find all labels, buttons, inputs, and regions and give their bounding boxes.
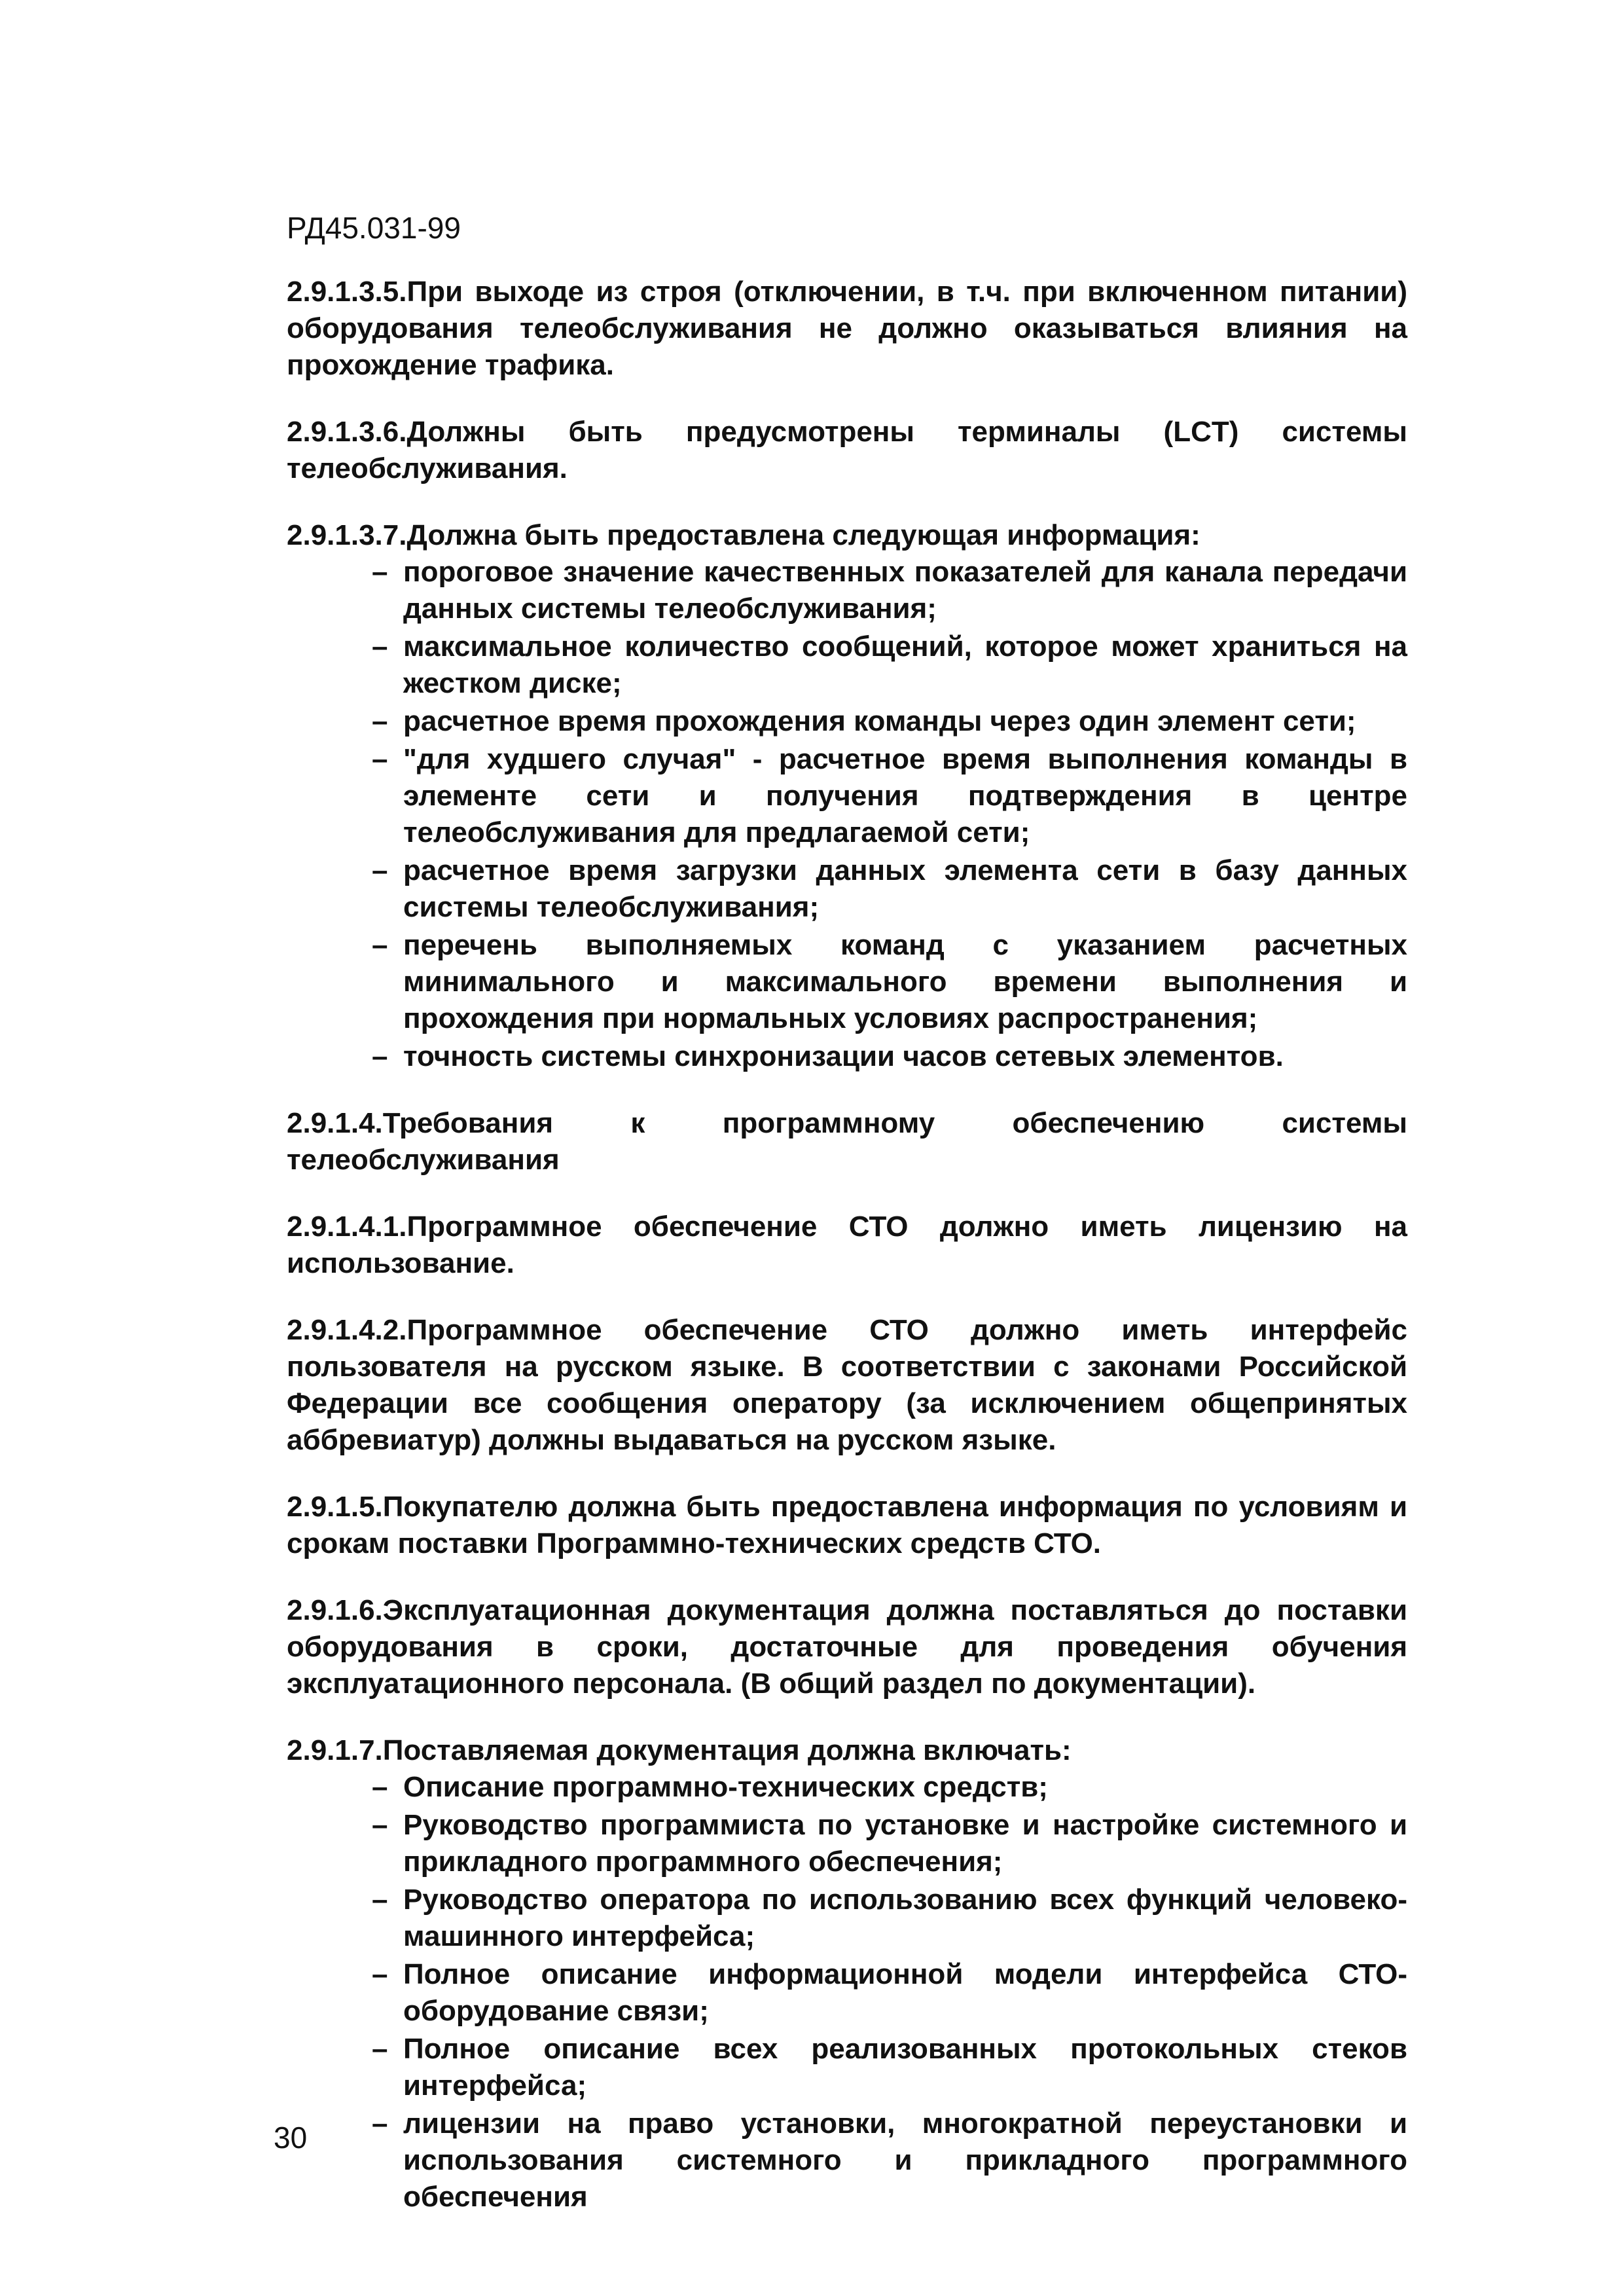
list-item-text: лицензии на право установки, многократной переустановки и использования системного и прикладного программного обеспечения (403, 2107, 1407, 2213)
dash-marker: – (372, 2107, 388, 2140)
dash-marker: – (372, 705, 388, 737)
list-item-text: Описание программно-технических средств; (403, 1771, 1048, 1803)
list-item (287, 741, 1407, 851)
dash-marker: – (372, 854, 388, 886)
paragraph-2-9-1-3-7: 2.9.1.3.7.Должна быть предоставлена следующая информация: (287, 519, 1200, 551)
list-item-text: Полное описание всех реализованных протокольных стеков интерфейса; (403, 2033, 1407, 2102)
paragraph-2-9-1-7: 2.9.1.7.Поставляемая документация должна включать: (287, 1734, 1072, 1766)
section-heading-2-9-1-4: 2.9.1.4.Требования к программному обеспечению системы телеобслуживания (287, 1107, 1407, 1176)
list-item-text: Руководство оператора по использованию всех функций человеко-машинного интерфейса; (403, 1884, 1407, 1952)
list-item (287, 2105, 1407, 2215)
list-item (287, 1882, 1407, 1955)
document-code: РД45.031-99 (287, 211, 461, 245)
paragraph-2-9-1-4-1: 2.9.1.4.1.Программное обеспечение СТО должно иметь лицензию на использование. (287, 1211, 1407, 1279)
documentation-list (287, 1769, 1407, 2215)
list-item (287, 1769, 1407, 1806)
paragraph-2-9-1-6: 2.9.1.6.Эксплуатационная документация должна поставляться до поставки оборудования в сроки, достаточные для проведения обучения эксплуатационного персонала. (В общий раздел по документации). (287, 1594, 1407, 1700)
list-item (287, 1038, 1407, 1075)
dash-marker: – (372, 1809, 388, 1841)
list-item (287, 1956, 1407, 2030)
page-number: 30 (274, 2121, 308, 2155)
paragraph-2-9-1-5: 2.9.1.5.Покупателю должна быть предоставлена информация по условиям и срокам поставки Программно-технических средств СТО. (287, 1491, 1407, 1559)
list-item (287, 2031, 1407, 2104)
list-item-text: Руководство программиста по установке и настройке системного и прикладного программного обеспечения; (403, 1809, 1407, 1878)
dash-marker: – (372, 2033, 388, 2065)
dash-marker: – (372, 1884, 388, 1916)
dash-marker: – (372, 1958, 388, 1990)
list-item-text: расчетное время загрузки данных элемента сети в базу данных системы телеобслуживания; (403, 854, 1407, 923)
dash-marker: – (372, 1771, 388, 1803)
list-item-text: максимальное количество сообщений, которое может храниться на жестком диске; (403, 630, 1407, 699)
list-item (287, 629, 1407, 702)
dash-marker: – (372, 929, 388, 961)
dash-marker: – (372, 1040, 388, 1072)
list-item-text: расчетное время прохождения команды через один элемент сети; (403, 705, 1356, 737)
list-item (287, 554, 1407, 627)
paragraph-2-9-1-3-5: 2.9.1.3.5.При выходе из строя (отключении, в т.ч. при включенном питании) оборудования телеобслуживания не должно оказываться влияния на прохождение трафика. (287, 276, 1407, 381)
dash-marker: – (372, 743, 388, 775)
dash-marker: – (372, 556, 388, 588)
list-item-text: "для худшего случая" - расчетное время выполнения команды в элементе сети и получения подтверждения в центре телеобслуживания для предлагаемой сети; (403, 743, 1407, 848)
document-body (287, 274, 1407, 2246)
dash-marker: – (372, 630, 388, 663)
list-item-text: пороговое значение качественных показателей для канала передачи данных системы телеобслуживания; (403, 556, 1407, 625)
list-item-text: Полное описание информационной модели интерфейса СТО-оборудование связи; (403, 1958, 1407, 2027)
paragraph-2-9-1-4-2: 2.9.1.4.2.Программное обеспечение СТО должно иметь интерфейс пользователя на русском языке. В соответствии с законами Российской Федерации все сообщения оператору (за исключением общепринятых аббревиатур) должны выдаваться на русском языке. (287, 1314, 1407, 1456)
list-item (287, 852, 1407, 926)
list-item (287, 927, 1407, 1037)
list-item (287, 1807, 1407, 1880)
list-item (287, 703, 1407, 740)
information-list (287, 554, 1407, 1075)
paragraph-2-9-1-3-6: 2.9.1.3.6.Должны быть предусмотрены терминалы (LCT) системы телеобслуживания. (287, 416, 1407, 484)
list-item-text: перечень выполняемых команд с указанием расчетных минимального и максимального времени выполнения и прохождения при нормальных условиях распространения; (403, 929, 1407, 1034)
list-item-text: точность системы синхронизации часов сетевых элементов. (403, 1040, 1284, 1072)
